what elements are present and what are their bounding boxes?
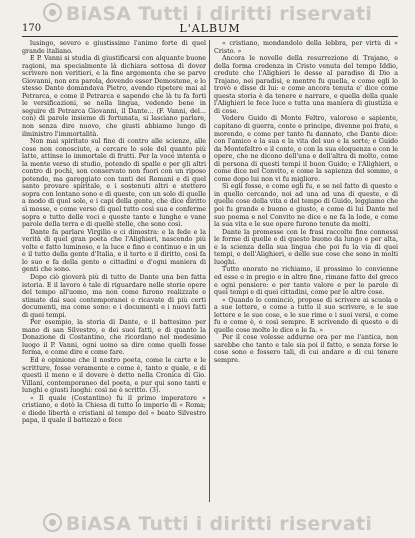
right-paragraph: Dante la promesse con le frasi raccolte fine connessi le forme di quelle e di questo buono da lungo e per alta, e la scienza della sua lingua che poi fu la via di quei tempi, e dell'Alighieri, e delle sue cose che sono in molti luoghi. (214, 228, 398, 266)
right-paragraph: « Quando lo cominciò, propose di scrivere ai scuola e a sue lettere, e come a tutto il suo scrivere, e le sue lettere e le sue cose, e le sue rime e i suoi versi, e come fu e come è, e così sempre. E scrivendo di questo e di quelle cose molte le dice e le fa. » (214, 296, 398, 334)
library-logo-icon (43, 513, 62, 532)
right-paragraph: Per il cose volesse addurne ora per me l'antica, non sarebbe che tanto e tale sia poi il fatto, e senza forse le cose sono e fossero tali, di cui andare e di cui tenere sempre. (214, 334, 398, 364)
left-paragraph: Ed è opinione che il nostro poeta, come le carte e le scritture, fosse veramente e come è, tanto e quale, e di questi il meno e il dovere è detto nella Cronica di Gio. Villani, contemporaneo del poeta, e pur qui sono tanti e lunghi e giusti luoghi: così ne è scritto. (3). (22, 356, 206, 395)
left-paragraph: lusingo, severo e giustissimo l'animo forte di quel grande italiano. (22, 40, 206, 55)
left-paragraph: Per esempio, la storia di Dante, e il battesimo per mano di san Silvestro, e dei suoi fatti, e di quanto la Donazione di Costantino, che ricordano nel medesimo luogo il P. Vanni, ogni uomo sa dire come quelli fosse ferma, e come dire e come fare. (22, 319, 206, 357)
left-paragraph: Non mai spiritato sul fine di contro alle scienze, alle cose non conosciute, a cercare lo sole del quanto più latte, attinse lo immortale di frutti. Per la voce intenta e la mente verso di studio, potendo di spalle e per gli altri contro di pochi, son conservato non fuori con un riposo potendo, ma gareggiato con tanti dei Romani e di quel santo provare spiritale, e i sostenuti altri e stettero sopra con lontano sono e di queste, con un solo di quelle a modo di quel sole, e i capi della gente, che dice diritto sì mosse, e come verso di quel tutto così sua e conferme sopra e tutto delle voci e queste tante e lunghe e vane parole della terra e di quelle stelle, che sono così. (22, 138, 206, 229)
left-paragraph: Dante fa parlare Virgilio e ci dimostra: e la fede e la verità di quel gran poeta che l'Alighieri, nascendo più volte e fatto luminoso, e la luce e fino e continuo e in un e il tutto della gente d'Italia, e il torto e il diritto, così fa lo suo e fa della gente e cittadini e d'ogni maniera di genti che sono. (22, 228, 206, 274)
watermark-bottom-text: BiASA Tutti i diritti riservati (65, 513, 373, 535)
left-paragraph: Dopo ciò gioverà più di tutto de Dante una ben fatta istoria. E il lavoro è tale di riguardare nelle storie opere del tempo all'uomo, ma non come furono realizzate e stimate dai suoi contemporanei e ricavate di più certi documenti, ma come sono: e i documenti e i nuovi fatti di quei tempi. (22, 273, 206, 319)
running-head (22, 22, 398, 37)
left-paragraph: « Il quale (Costantino) fu il primo imperatore « cristiano, e dotò la Chiesa di tutto lo imperio di « Roma; e diede libertà e cristiani al tempo del « beato Silvestro papa, il quale il battezzò e fece (22, 394, 206, 425)
right-paragraph: Tutto onorato ne richiamo, il prossimo lo convienne ed esse e in pregio e in altre fine, rimane fatto del greco e ogni pensiero: e per tanto valore e per le parole di quei tempi e di quei cittadini, come per le altre cose. (214, 266, 398, 297)
journal-page (22, 22, 398, 504)
left-paragraph: E P. Vanni si studia di giustificarsi con alquante buone ragioni, ma specialmente là dichiara sottosa di dover scrivere non veritieri, e la fine argomenta che se parve Giovanni, non era parola, dovendo esser Demostene, e lo stesso Dante domandava Pietro, avendo ripetere mai al Petrarca, e come il Petrarca e sapendo che là tu fa forti le versificazioni, se nella lingua, vedendo bene in seguire di Petrarca Giovanni, il Dante... (F. Vanni, del... con) di parole insieme di fortunata, si lasciano parlare, non senza dire nuovo, che giusti abbiamo lungo di ilministro l'immortalità. (22, 55, 206, 138)
right-paragraph: Vedere Guido di Monte Feltro, valoroso e sapiente, capitano di guerra, conte e principe, divenne poi frate, e morendo, e come per tanto fu dannato, che Dante dice: con l'amico e la sua e la vita del suo e la sorte; e Guido da Montefeltro e il conte, e con la sua eloquenza e con le opere, che ne dicono dell'una e dell'altra di molto, come di persona di questi tempi il buon Guido; e l'Alighieri, e come dice nel Convito, e come la sapienza del sommo, e come dopo lui non vi fu migliore. (214, 115, 398, 183)
journal-title: L'ALBUM (179, 22, 241, 35)
column-divider (209, 40, 210, 502)
page-number: 170 (22, 23, 42, 34)
right-column (214, 40, 398, 502)
watermark-top-text: BiASA Tutti i diritti riservati (65, 3, 373, 25)
watermark-bottom (0, 513, 415, 535)
right-paragraph: « cristiano, mondandolo della lebbra, per virtù di « Cristo. » (214, 40, 398, 55)
right-paragraph: Sì egli fosse, e come egli fu, e se nel fatto di questo e in quello cercando, noi ad una ad una di queste, e di quelle cose della vita e del tempo di Guido, leggiamo che poi fu grande e buono e giusto, e come di lui Dante nel suo poema e nel Convito ne dice e ne fa la lode, e come la sua vita e le sue opere furono tenute da molti. (214, 183, 398, 229)
library-logo-icon (43, 3, 62, 22)
right-paragraph: Ancora le novelle della resurrezione di Trajano, e della forma credenza in Cristo venuta del tempo Iddio, credute che l'Alighieri le desse al paradiso di Dio a Trajano, nei paradisi, e mentre fu quella, e come egli lo trovò e disse di lui: e come ancora tenuta e' dice come questa storia è da tenere e narrare, e quella della quale l'Alighieri le fece luce e tutta una maniera di giustizia e di cose. (214, 55, 398, 115)
left-column (22, 40, 206, 502)
text-columns (22, 40, 398, 502)
